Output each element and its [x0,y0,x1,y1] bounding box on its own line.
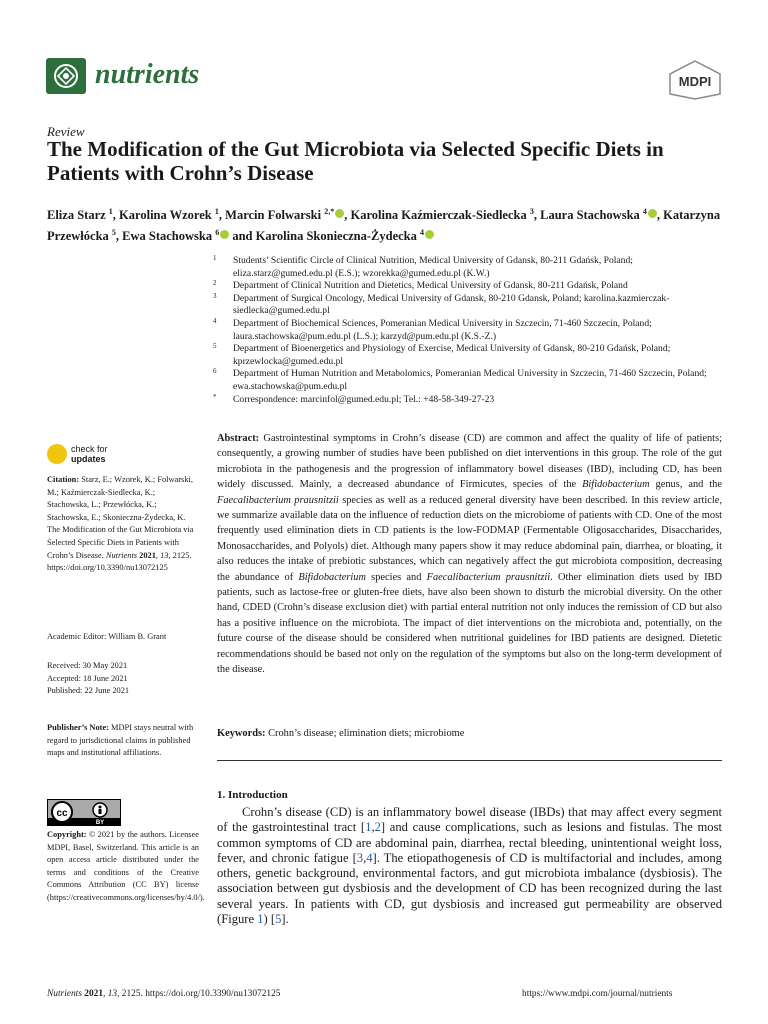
reference-link[interactable]: 2 [374,820,381,835]
affiliation: 5 Department of Bioenergetics and Physiology of Exercise, Medical University of Gdansk, 80-210 Gdańsk, Poland; kprzewlocka@gumed.edu.pl [213,342,671,367]
orcid-icon[interactable] [335,209,344,218]
academic-editor: Academic Editor: William B. Grant [47,632,167,641]
nutrients-logo-icon [46,58,86,94]
check-updates-line2: updates [71,454,106,464]
svg-text:BY: BY [95,820,105,826]
footer-journal-url[interactable]: https://www.mdpi.com/journal/nutrients [522,989,673,999]
article-title: The Modification of the Gut Microbiota via Selected Specific Diets in Patients with Crohn’s Disease [47,137,664,185]
check-for-updates-button[interactable] [47,444,137,466]
affiliation: 4 Department of Biochemical Sciences, Pomeranian Medical University in Szczecin, 71-460 Szczecin, Poland; laura.stachowska@pum.edu.pl (L.S.); karzyd@pum.edu.pl (K.S.-Z.) [213,316,652,342]
abstract: Abstract: Gastrointestinal symptoms in Crohn’s disease (CD) are common and affect the quality of life of patients; consequently, a growing number of studies have been published on diet interventions in this group. The role of the gut microbiota in the pathogenesis and the progression of inflammatory bowel diseases (IBD), including CD, has been widely discussed. Mainly, a decreased abundance of Firmicutes, species of the Bifidobacterium genus, and the Faecalibacterium prausnitzii species as well as a reduced general diversity have been described. In this review article, we summarize available data on the influence of reduction diets on the microbiome of patients with CD. One of the most frequently used elimination diets in CD patients is the low-FODMAP (Fermentable Oligosaccharides, Disaccharides, Monosaccharides, and Polyols) diet. Although many papers show it may reduce abdominal pain, diarrhea, or bloating, it also reduces the intake of prebiotic substances, which can negatively affect the gut microbiota composition, decreasing the abundance of Bifidobacterium species and Faecalibacterium prausnitzii. Other elimination diets used by IBD patients, such as lactose-free or gluten-free diets, have also been shown to disturb the microbial diversity. On the other hand, CDED (Crohn’s disease exclusion diet) with partial enteral nutrition not only induces the remission of CD but also has a positive influence on the microbiota. The impact of diet interventions on the microbiota and, potentially, on the future course of the disease should be considered when nutritional guidelines for IBD patients are designed. Dietetic recommendations should be based not only on the regulation of the symptoms but also on the long-term development of the disease. [217,433,722,676]
author[interactable]: Karolina Wzorek $^1$ [119,207,219,223]
orcid-icon[interactable] [648,209,657,218]
intro-paragraph: Crohn’s disease (CD) is an inflammatory bowel disease (IBDs) that may affect every segment of the gastrointestinal tract [1,2] and cause complications, such as lesions and fistulas. The most common symptoms of CD are abdominal pain, diarrhea, rectal bleeding, unintentional weight loss, fever, and chronic fatigue [3,4]. The etiopathogenesis of CD is multifactorial and includes, among others, genetic background, environmental factors, and gut microbiota imbalance (dysbiosis). The association between gut dysbiosis and the development of CD has been recognized during the last several years. In patients with CD, gut dysbiosis and increased gut permeability are observed (Figure 1) [5]. [217,805,722,927]
author[interactable]: Ewa Stachowska $^6$ [122,229,229,243]
article-type: Review [47,124,85,139]
publishers-note: Publisher’s Note: MDPI stays neutral with regard to jurisdictional claims in published maps and institutional affiliations. [47,723,194,758]
mdpi-logo-icon [668,60,722,100]
orcid-icon[interactable] [425,230,434,239]
reference-link[interactable]: 3 [356,850,364,865]
author[interactable]: Katarzyna Przewłócka $^5$ [47,208,721,244]
publisher-name: MDPI [678,74,712,89]
figure-link[interactable]: 1 [257,912,264,927]
orcid-icon[interactable] [220,230,229,239]
author[interactable]: Eliza Starz $^1$ [47,207,113,223]
copyright-notice: Copyright: © 2021 by the authors. Licensee MDPI, Basel, Switzerland. This article is an open access article distributed under the terms and conditions of the Creative Commons Attribution (CC BY) license (https://creativecommons.org/licenses/by/4.0/). [47,830,205,902]
correspondence: * Correspondence: marcinfol@gumed.edu.pl; Tel.: +48-58-349-27-23 [213,392,495,405]
affiliation: 1 Students’ Scientific Circle of Clinical Nutrition, Medical University of Gdansk, 80-211 Gdańsk, Poland; eliza.starz@gumed.edu.pl (E.S.); wzorekka@gumed.edu.pl (K.W.) [213,254,633,279]
reference-link[interactable]: 5 [275,912,282,927]
citation-block: Citation: Starz, E.; Wzorek, K.; Folwarski, M.; Kaźmierczak-Siedlecka, K.; Stachowska, L.; Przewłócka, K.; Stachowska, E.; Skonieczna-Żydecka, K. The Modification of the Gut Microbiota via Selected Specific Diets in Patients with Crohn’s Disease. Nutrients 2021, 13, 2125. https://doi.org/10.3390/nu13072125 [47,475,194,573]
reference-link[interactable]: 1 [365,820,372,835]
check-updates-line1: check for [71,444,108,454]
citation-doi-link[interactable]: , 2125. https://doi.org/10.3390/nu13072125 [47,550,192,573]
cc-by-license-icon[interactable] [47,799,121,826]
author[interactable]: Marcin Folwarski $^{2,*}$ [225,208,344,222]
author-list: Eliza Starz $^1$, Karolina Wzorek $^1$, Marcin Folwarski $^{2,*}$ , Karolina Kaźmierczak-Siedlecka $^3$, Laura Stachowska $^4$ , Katarzyna Przewłócka $^5$, Ewa Stachowska $^6$ and Karolina Skonieczna-Żydecka $^4$ [47,207,721,244]
section-divider [217,760,722,761]
author-connector: and [232,229,253,244]
reference-link[interactable]: 4 [366,850,373,865]
publication-dates: Received: 30 May 2021 Accepted: 18 June 2021 Published: 22 June 2021 [47,661,130,696]
affiliation: 3 Department of Surgical Oncology, Medical University of Gdansk, 80-210 Gdansk, Poland; karolina.kazmierczak-siedlecka@gumed.edu.pl [213,291,670,317]
author[interactable]: Karolina Skonieczna-Żydecka $^4$ [256,229,434,243]
affiliation: 6 Department of Human Nutrition and Metabolomics, Pomeranian Medical University in Szczecin, 71-460 Szczecin, Poland; ewa.stachowska@pum.edu.pl [213,367,707,392]
check-updates-icon [47,444,67,464]
author[interactable]: Laura Stachowska $^4$ [540,208,657,222]
author[interactable]: Karolina Kaźmierczak-Siedlecka $^3$ [350,207,534,223]
footer-citation: Nutrients 2021, 13, 2125. https://doi.org/10.3390/nu13072125 [47,989,281,999]
affiliation: 2 Department of Clinical Nutrition and Dietetics, Medical University of Gdansk, 80-211 Gdańsk, Poland [213,279,628,292]
journal-name: nutrients [95,59,200,90]
section-heading: 1. Introduction [217,789,288,801]
affiliations [213,255,728,406]
keywords: Keywords: Crohn’s disease; elimination diets; microbiome [217,728,465,739]
svg-text:cc: cc [56,808,68,819]
